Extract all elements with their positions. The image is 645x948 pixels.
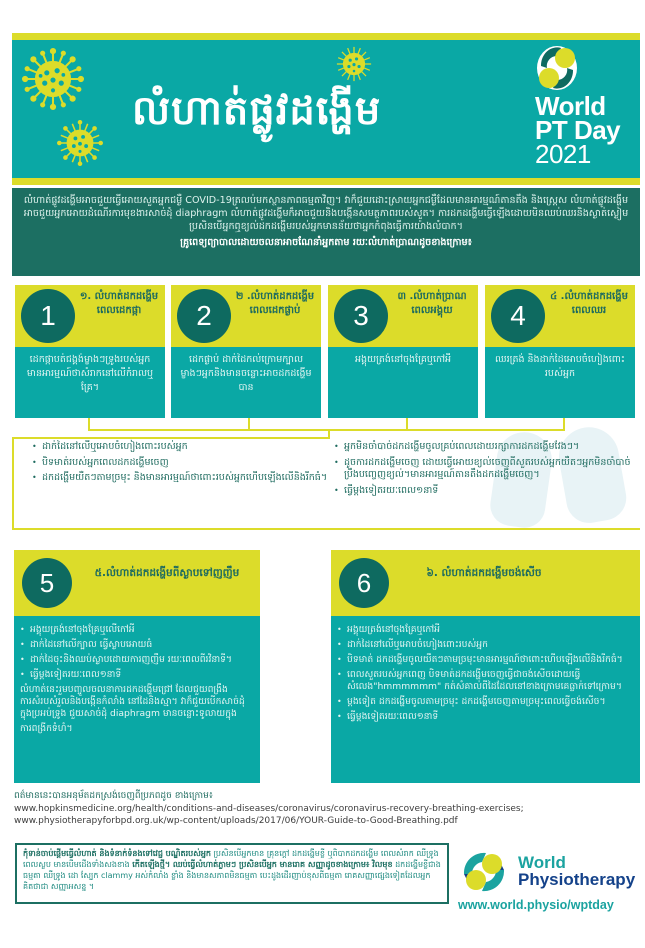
- step-title: ៣ .លំហាត់ប្រាណពេលអង្គុយ: [397, 291, 467, 316]
- website-link[interactable]: www.world.physio/wptday: [458, 898, 614, 912]
- bullet-item: • បិទមាត់របស់អ្នកពេលដកដង្ហើមចេញ: [32, 457, 332, 470]
- notice-bold-2: កើតឡើងថ្មី។ ឈប់ធ្វើលំហាត់ភ្លាមៗ ប្រសិនបើអ្នក មានរោគ សញ្ញាដូចខាងក្រោម៖ វិលមុខ: [132, 860, 393, 869]
- bullet-item: • ដាក់ដៃនៅលើឬអោបចំហៀងពោះរបស់អ្នក: [32, 441, 332, 454]
- bullet-item: • ដាក់ដៃចុះនិងឈប់ស្ងាបដោយការញញឹម រយៈពេលពីរវិនាទី។: [20, 654, 254, 666]
- step-number-badge: 1: [21, 289, 75, 343]
- step-card-2: [171, 285, 321, 418]
- connector-line: [88, 429, 565, 431]
- bullet-item: • ដាក់ដៃនៅលើឬអោបចំហៀងពោះរបស់អ្នក: [337, 639, 634, 651]
- references-label: ពត៌មាននេះបានអនុម័តដកស្រង់ចេញពីប្រភពដូច ខាងក្រោម៖: [14, 791, 213, 801]
- intro-text: លំហាត់ផ្លូវដង្ហើមអាចជួយធ្វើអោយសួតអ្នកជម្ងឺ COVID-19ត្រលប់មកស្ថានភាពធម្មតាវិញ។ វាក៏ជួយដោះស្រាយអ្នកជម្ងឺដែលមានអារម្មណ៍តានតឹង និងស្ត្រេស លំហាត់ផ្លូវដង្ហើមអាចជួយអ្នកអោយដំណើរការមុខងារសាច់ដុំ diaphragm លំហាត់ផ្លូវដង្ហើមក៏អាចជួយនិងបង្កើនសមត្ថភាពរបស់សួត។ ការដកដង្ហើមធ្វើឡើងដោយមិនឈប់ឈរនិងស្ងាត់ស្ងៀម ប្រសិនបើអ្នកឮខ្យល់ដកដង្ហើមរបស់អ្នកមានន័យថាអ្នកកំពុងធ្វើការយ៉ាងលំបាក។: [23, 195, 629, 233]
- header-banner: [12, 40, 640, 178]
- step-card-4: [485, 285, 635, 418]
- step-title: ៥.លំហាត់ដកដង្ហើមពីស្ងាបទៅញញឹម: [94, 567, 240, 579]
- bullet-item: • ពេលសួតរបស់អ្នកពេញ បិទមាត់ដកដង្ហើមចេញធ្វើជាចង់សើចដោយធ្វើសំលេង"hmmmmmm" កត់សំគាល់ពីដៃដែលនៅខាងក្រោមគេធ្លាក់ទៅក្រោម។: [337, 669, 634, 693]
- bullet-item: • អង្គុយត្រង់នៅចុងគ្រែឬកៅអី: [337, 624, 634, 636]
- bullet-item: • ដកដង្ហើមយឺតៗតាមច្រមុះ និងមានអារម្មណ៍ថាពោះរបស់អ្នកហើបឡើងលើនិងរីកធំ។: [32, 472, 332, 485]
- logo-line-world: World: [535, 91, 606, 121]
- references: [14, 790, 634, 828]
- world-physiotherapy-logo: [458, 850, 643, 920]
- world-physiotherapy-logo-icon: [458, 850, 510, 894]
- bullet-item: • អ្នកមិនចាំបាច់ដកដង្ហើមចូលគ្រប់ពេលដោយរក្សាការដកដង្ហើមវែងៗ។: [334, 441, 634, 454]
- step-description: ឈរត្រង់ និងដាក់ដៃអោបចំហៀងពោះរបស់អ្នក: [485, 347, 635, 418]
- step-card-3: [328, 285, 478, 418]
- step-description: ដេកផ្ងាប់ ដាក់ដៃកល់ក្រោមក្បាលម្ខាងៗអ្នកនិងមានចន្លោះអាចដកដង្ហើមបាន: [171, 347, 321, 418]
- step-title: ២ .លំហាត់ដកដង្ហើមពេលដេកផ្ងាប់: [235, 291, 315, 316]
- logo-line-world: World: [518, 853, 566, 872]
- header-bottom-stripe: [12, 178, 640, 185]
- world-pt-day-logo-icon: [535, 44, 579, 92]
- step-title: ៦. លំហាត់ដកដង្ហើមចង់សើច: [426, 567, 542, 579]
- common-instructions-box: [12, 437, 640, 530]
- step-number-badge: 3: [334, 289, 388, 343]
- step-number-badge: 5: [22, 558, 72, 608]
- step-card-6: [331, 550, 640, 783]
- reference-link[interactable]: www.physiotherapyforbpd.org.uk/wp-content/uploads/2017/06/YOUR-Guide-to-Good-Breathing.pdf: [14, 816, 458, 826]
- logo-line-year: 2021: [535, 139, 591, 169]
- reference-link[interactable]: www.hopkinsmedicine.org/health/conditions-and-diseases/coronavirus/coronavirus-recovery-breathing-exercises;: [14, 803, 524, 814]
- notice-text-1: ប្រសិនបើអ្នកមាន គ្រុនក្តៅ ដកដង្ហើមខ្លី ឬពិបាកដកដង្ហើម ពេលសំរាក ឈឺទ្រូងពេលស្ងប មានបើមដើងទាំងសងខាង: [23, 849, 439, 869]
- step-number-badge: 2: [177, 289, 231, 343]
- step-title: ១. លំហាត់ដកដង្ហើមពេលដេកផ្កា: [79, 291, 159, 316]
- bullet-item: • ដូចការដកដង្ហើមចេញ ដោយធ្វើអោយខ្យល់ចេញពីសួតរបស់អ្នកយឺតៗអ្នកមិនចាំបាច់ប្រឹងបញ្ចេញខ្យល់។មានអារម្មណ៍តានតឹងដកដង្ហើមចេញ។: [334, 457, 634, 482]
- step-description: អង្គុយត្រង់នៅចុងគ្រែឬកៅអី: [328, 347, 478, 418]
- bullet-item: • ម្តងទៀត ដកដង្ហើមចូលតាមច្រមុះ ដកដង្ហើមចេញតាមច្រមុះពេលធ្វើចង់សើច។: [337, 696, 634, 708]
- world-pt-day-logo: [525, 40, 640, 178]
- bullet-item: • បិទមាត់ ដកដង្ហើមចូលយឺតៗតាមច្រមុះមានអារម្មណ៍ថាពោះហើបឡើងលើនិងរីកធំ។: [337, 654, 634, 666]
- logo-line-ptday: PT Day: [535, 115, 621, 145]
- virus-icon: [335, 45, 373, 83]
- bullet-item: • ធ្វើម្តងទៀតរយៈពេល១នាទី: [334, 485, 634, 498]
- step-note: លំហាត់នេះរួមបញ្ចូលចលនាការដកដង្ហើមជ្រៅ ដែលជួយពង្រឹងការសំរបសំរួលនិងបង្កើនកំលាំង នៅដៃនិងស្មា។ វាក៏ជួយបើកសាច់ដុំក្នុងប្រអប់ទ្រូង ជួយសាច់ដុំ diaphragm មានចន្លោះទូលាយក្នុង: [20, 684, 245, 719]
- virus-icon: [57, 120, 103, 166]
- step-number-badge: 4: [491, 289, 545, 343]
- intro-box: [12, 188, 640, 276]
- bullet-item: • ធ្វើម្តងទៀតរយៈពេល១នាទី: [20, 669, 254, 681]
- intro-emphasis: គ្រូពេទ្យព្យាបាលដោយចលនាអាចណែនាំអ្នកតាម រយៈលំហាត់ប្រាណដូចខាងក្រោម៖: [180, 236, 472, 248]
- step-title: ៤ .លំហាត់ដកដង្ហើមពេលឈរ: [550, 291, 628, 316]
- bullet-item: • ធ្វើម្តងទៀតរយៈពេល១នាទី: [337, 711, 634, 723]
- bullet-item: • ដាក់ដៃនៅលើក្បាល ធ្វើស្ងាបអោយធំ: [20, 639, 254, 651]
- virus-icon: [22, 48, 84, 110]
- step-card-5: [14, 550, 260, 783]
- bullet-item: • អង្គុយត្រង់នៅចុងគ្រែឬលើកៅអី: [20, 624, 254, 636]
- header-top-stripe: [12, 33, 640, 40]
- notice-bold-1: កុំទាន់ចាប់ផ្តើមធ្វើលំហាត់ និងទំនាក់ទំនងទៅវេជ្ជ បណ្ឌិតរបស់អ្នក: [23, 849, 211, 858]
- notice-text-2: ដកដង្ហើមខ្លីជាងធម្មតា ឈឺទ្រូង ដោ ស្បែក clammy អស់កំលាំង ខ្លាំង និងមានសភាពមិនធម្មតា បេះដូងដើរញាប់ខុសពីធម្មតា រោគសញ្ញាផ្សេងទៀតដែលអ្នកគិតថាជា សញ្ញាអសន្ន ។: [23, 860, 441, 891]
- step-card-1: [15, 285, 165, 418]
- step-description: ដេកផ្កាបត់ជង្គង់ម្ខាងៗទ្រូងរបស់អ្នកមានអារម្មណ៍ថាសំរាកនៅលើកំរាលឬគ្រែ។: [15, 347, 165, 418]
- safety-notice-box: [15, 843, 449, 904]
- logo-line-physiotherapy: Physiotherapy: [518, 870, 636, 889]
- page-title: លំហាត់ផ្លូវដង្ហើម: [132, 88, 382, 134]
- step-number-badge: 6: [339, 558, 389, 608]
- step-note-continued: ការពង្រីកទំហំ។: [20, 723, 73, 734]
